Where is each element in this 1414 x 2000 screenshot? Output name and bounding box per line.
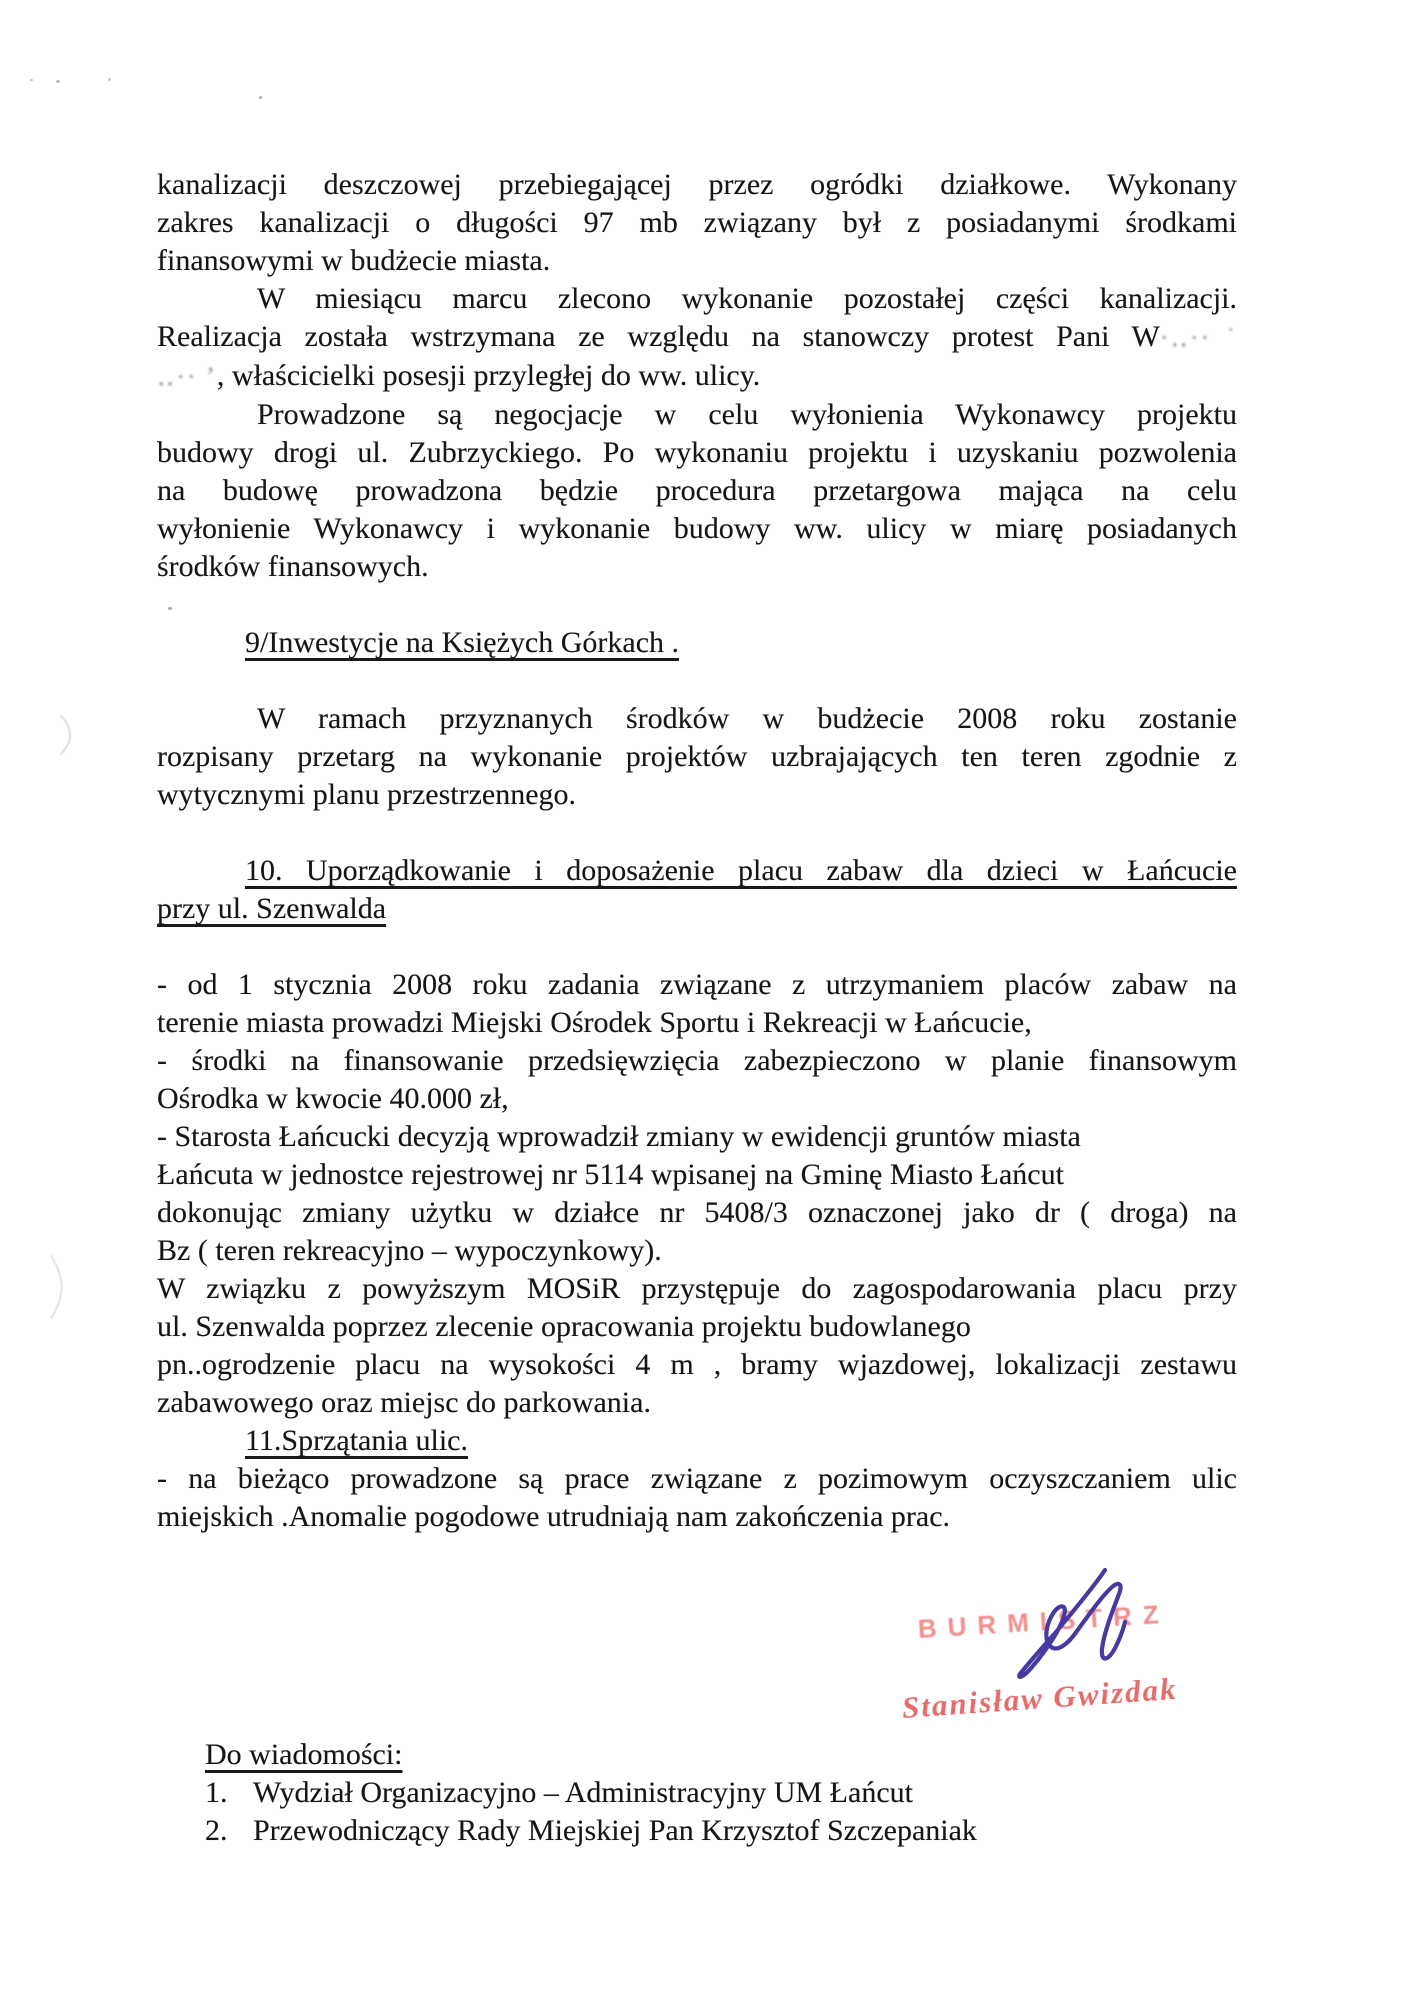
text-fragment: , właścicielki posesji przyległej do ww. ulicy. xyxy=(216,359,761,392)
heading-text: Do wiadomości: xyxy=(205,1738,403,1771)
heading-line xyxy=(157,890,1237,928)
text-line: zabawowego oraz miejsc do parkowania. xyxy=(157,1386,651,1419)
section-heading-11 xyxy=(157,1422,1237,1460)
scan-speck xyxy=(108,78,111,81)
signature-stroke xyxy=(1019,1570,1125,1677)
paragraph-negotiations xyxy=(157,396,1237,586)
item-playgrounds xyxy=(157,966,1237,1042)
paragraph-march xyxy=(157,280,1237,396)
text-line: - od 1 stycznia 2008 roku zadania związane z utrzymaniem placów zabaw na xyxy=(157,968,1237,1001)
paragraph-budget-2008 xyxy=(157,700,1237,814)
erased-name-marks: ‥·· ’ xyxy=(157,362,217,391)
mayor-stamp-name: Stanisław Gwizdak xyxy=(900,1670,1179,1725)
heading-text: przy ul. Szenwalda xyxy=(157,892,387,925)
text-line: wytycznymi planu przestrzennego. xyxy=(157,778,577,811)
text-line: Prowadzone są negocjacje w celu wyłonienia Wykonawcy projektu xyxy=(257,398,1237,431)
paragraph-rain-sewer xyxy=(157,166,1237,280)
text-line: W ramach przyznanych środków w budżecie 2008 roku zostanie xyxy=(257,702,1237,735)
section-heading-10 xyxy=(157,852,1237,928)
text-line: - na bieżąco prowadzone są prace związane z pozimowym oczyszczaniem ulic xyxy=(157,1462,1237,1495)
distribution-heading xyxy=(205,1736,1237,1774)
item-funds xyxy=(157,1042,1237,1118)
text-line: zakres kanalizacji o długości 97 mb związany był z posiadanymi środkami xyxy=(157,206,1237,239)
text-line: Ośrodka w kwocie 40.000 zł, xyxy=(157,1082,509,1115)
text-line: Łańcuta w jednostce rejestrowej nr 5114 wpisanej na Gminę Miasto Łańcut xyxy=(157,1158,1064,1191)
text-line: na budowę prowadzona będzie procedura przetargowa mająca na celu xyxy=(157,474,1237,507)
heading-line xyxy=(157,852,1237,890)
text-line: miejskich .Anomalie pogodowe utrudniają nam zakończenia prac. xyxy=(157,1500,951,1533)
text-line: W związku z powyższym MOSiR przystępuje do zagospodarowania placu przy xyxy=(157,1272,1237,1305)
text-line xyxy=(157,357,1237,396)
heading-text: 11.Sprzątania ulic. xyxy=(245,1424,468,1457)
paragraph-mosir xyxy=(157,1270,1237,1422)
item-starosta xyxy=(157,1118,1237,1270)
heading-text: 9/Inwestycje na Księżych Górkach . xyxy=(245,626,680,659)
section-heading-9 xyxy=(157,624,1237,662)
text-line: kanalizacji deszczowej przebiegającej przez ogródki działkowe. Wykonany xyxy=(157,168,1237,201)
text-line: finansowymi w budżecie miasta. xyxy=(157,244,551,277)
text-line: - Starosta Łańcucki decyzją wprowadził zmiany w ewidencji gruntów miasta xyxy=(157,1120,1081,1153)
text-line: budowy drogi ul. Zubrzyckiego. Po wykonaniu projektu i uzyskaniu pozwolenia xyxy=(157,436,1237,469)
item-text: Przewodniczący Rady Miejskiej Pan Krzysztof Szczepaniak xyxy=(253,1814,977,1847)
scan-speck xyxy=(56,80,60,83)
text-fragment: Realizacja została wstrzymana ze względu na stanowczy protest Pani W xyxy=(157,320,1160,353)
text-line: środków finansowych. xyxy=(157,550,429,583)
item-text: Wydział Organizacyjno – Administracyjny UM Łańcut xyxy=(253,1776,913,1809)
list-item xyxy=(205,1812,1237,1850)
text-line: dokonując zmiany użytku w działce nr 5408/3 oznaczonej jako dr ( droga) na xyxy=(157,1196,1237,1229)
distribution-list xyxy=(205,1736,1237,1850)
text-line: - środki na finansowanie przedsięwzięcia zabezpieczono w planie finansowym xyxy=(157,1044,1237,1077)
text-line: rozpisany przetarg na wykonanie projektów uzbrajających ten teren zgodnie z xyxy=(157,740,1237,773)
scan-speck xyxy=(30,79,33,81)
scan-arc-artifact xyxy=(58,714,82,756)
mayor-stamp-title: BURMISTRZ xyxy=(917,1598,1171,1644)
text-line: ul. Szenwalda poprzez zlecenie opracowania projektu budowlanego xyxy=(157,1310,971,1343)
text-line: W miesiącu marcu zlecono wykonanie pozostałej części kanalizacji. xyxy=(257,282,1237,315)
text-line: pn..ogrodzenie placu na wysokości 4 m , bramy wjazdowej, lokalizacji zestawu xyxy=(157,1348,1237,1381)
text-line: terenie miasta prowadzi Miejski Ośrodek Sportu i Rekreacji w Łańcucie, xyxy=(157,1006,1032,1039)
item-number: 2. xyxy=(205,1814,228,1847)
heading-text: 10. Uporządkowanie i doposażenie placu zabaw dla dzieci w Łańcucie xyxy=(245,854,1237,887)
item-number: 1. xyxy=(205,1776,228,1809)
text-line: Bz ( teren rekreacyjno – wypoczynkowy). xyxy=(157,1234,662,1267)
list-item xyxy=(205,1774,1237,1812)
text-line: wyłonienie Wykonawcy i wykonanie budowy ww. ulicy w miarę posiadanych xyxy=(157,512,1237,545)
erased-name-marks: ·‥··˙ xyxy=(1159,323,1237,352)
scan-arc-artifact xyxy=(48,1254,74,1320)
text-line xyxy=(157,318,1237,357)
signature-ink xyxy=(1002,1560,1142,1700)
scan-speck xyxy=(259,96,262,99)
item-street-cleaning xyxy=(157,1460,1237,1536)
